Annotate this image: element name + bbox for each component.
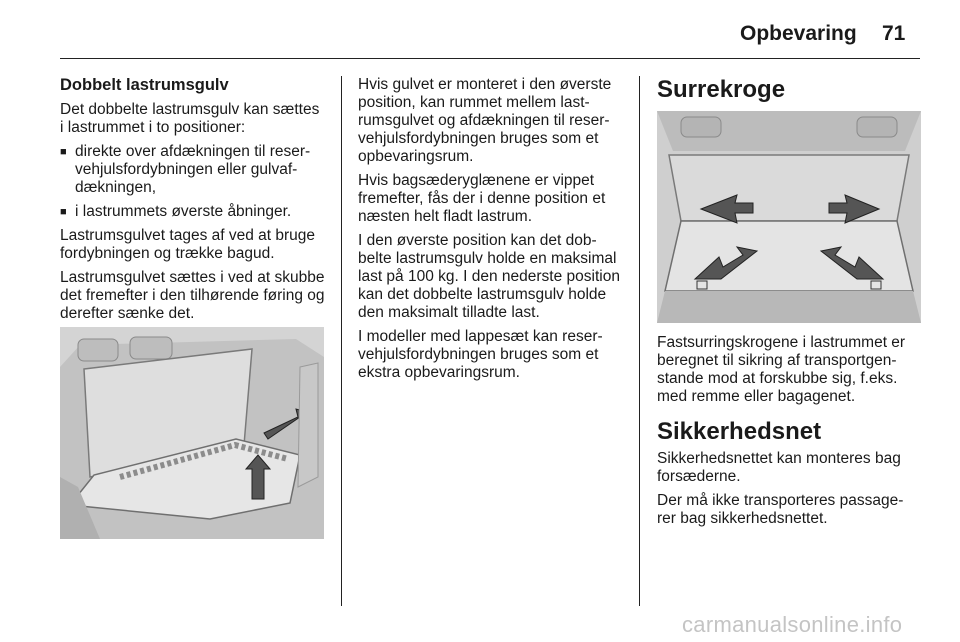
watermark: carmanualsonline.info — [682, 612, 903, 637]
cargo-floor-illustration — [60, 327, 324, 539]
paragraph-net-mounting: Sikkerhedsnettet kan monteres bag forsæderne. — [657, 450, 901, 485]
bullet-square-icon: ■ — [60, 146, 67, 158]
bullet-item — [60, 203, 326, 221]
lashing-hooks-illustration — [657, 111, 921, 323]
paragraph-remove-floor: Lastrumsgulvet tages af ved at bruge fordybningen og trække bagud. — [60, 227, 316, 262]
column-left — [60, 76, 326, 329]
header-title: Opbevaring — [740, 22, 857, 45]
bullet-text: direkte over afdækningen til reser-vehjulsfordybningen eller gulvaf-dækningen, — [75, 143, 311, 196]
figure-lashing-hooks — [657, 111, 921, 323]
column-divider-right — [639, 76, 640, 606]
figure-cargo-floor — [60, 327, 324, 539]
paragraph-flat-load: Hvis bagsæderyglænene er vippet fremefter, fås der i denne position et næsten helt fladt lastrum. — [358, 172, 606, 225]
paragraph-insert-floor: Lastrumsgulvet sættes i ved at skubbe det fremefter i den tilhørende føring og derefter sænke det. — [60, 269, 325, 322]
section-heading-sikkerhedsnet: Sikkerhedsnet — [657, 418, 822, 445]
column-divider-left — [341, 76, 342, 606]
section-heading-dobbelt-lastrumsgulv: Dobbelt lastrumsgulv — [60, 76, 229, 94]
intro-paragraph: Det dobbelte lastrumsgulv kan sættes i lastrummet i to positioner: — [60, 101, 320, 136]
paragraph-max-load: I den øverste position kan det dob-belte lastrumsgulv holde en maksimal last på 100 kg. I den nederste position kan det dobbelte lastrumsgulv holde den maksimalt tilladte last. — [358, 232, 620, 321]
paragraph-no-passengers: Der må ikke transporteres passage-rer bag sikkerhedsnettet. — [657, 492, 904, 527]
page-number: 71 — [882, 22, 906, 45]
bullet-item — [60, 143, 326, 197]
column-middle — [358, 76, 624, 388]
paragraph-upper-position: Hvis gulvet er monteret i den øverste position, kan rummet mellem last-rumsgulvet og afdækningen til reser-vehjulsfordybningen bruges som et opbevaringsrum. — [358, 76, 612, 165]
section-heading-surrekroge: Surrekroge — [657, 76, 786, 103]
paragraph-repair-kit: I modeller med lappesæt kan reser-vehjulsfordybningen bruges som et ekstra opbevaringsrum. — [358, 328, 603, 381]
page-header — [0, 0, 960, 60]
header-rule — [60, 58, 920, 59]
bullet-square-icon: ■ — [60, 206, 67, 218]
paragraph-lashing-hooks: Fastsurringskrogene i lastrummet er beregnet til sikring af transportgen-stande mod at forskubbe sig, f.eks. med remme eller bagagenet. — [657, 334, 906, 405]
bullet-text: i lastrummets øverste åbninger. — [75, 203, 292, 220]
